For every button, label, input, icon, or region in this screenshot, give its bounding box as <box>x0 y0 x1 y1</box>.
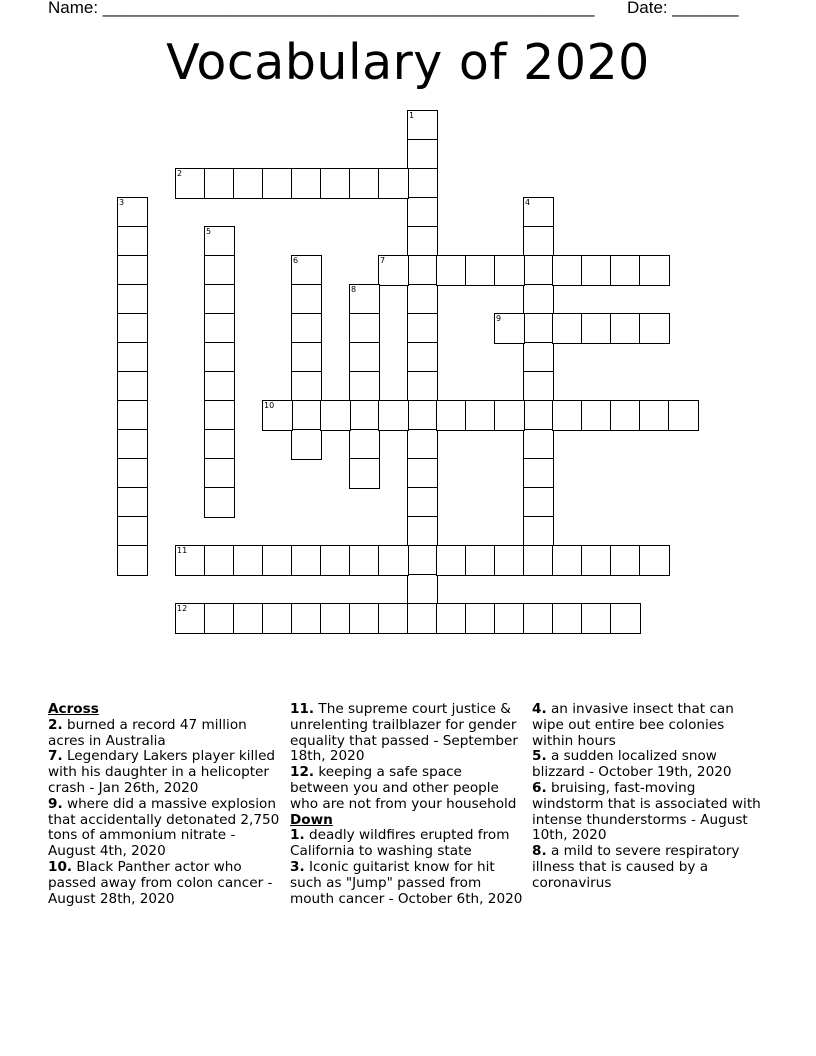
grid-cell[interactable] <box>407 603 438 634</box>
grid-cell[interactable] <box>436 400 467 431</box>
grid-cell[interactable] <box>291 603 322 634</box>
grid-cell[interactable] <box>204 284 235 315</box>
grid-cell[interactable] <box>523 487 554 518</box>
grid-cell[interactable] <box>291 371 322 402</box>
clue-number-label: 1 <box>409 111 415 120</box>
grid-cell[interactable] <box>523 342 554 373</box>
grid-cell[interactable] <box>378 255 409 286</box>
clue-text: burned a record 47 million acres in Australia <box>48 716 247 749</box>
grid-cell[interactable] <box>349 458 380 489</box>
clue-column-3 <box>532 702 764 892</box>
grid-cell[interactable] <box>204 603 235 634</box>
grid-cell[interactable] <box>291 429 322 460</box>
grid-cell[interactable] <box>117 284 148 315</box>
clue-number: 5. <box>532 748 547 765</box>
grid-cell[interactable] <box>610 313 641 344</box>
clue-text: a mild to severe respiratory illness that is caused by a coronavirus <box>532 843 740 891</box>
grid-cell[interactable] <box>407 197 438 228</box>
grid-cell[interactable] <box>204 342 235 373</box>
clue-column-1 <box>48 702 286 907</box>
clue-down-1 <box>290 828 524 860</box>
grid-cell[interactable] <box>117 400 148 431</box>
grid-cell[interactable] <box>436 255 467 286</box>
grid-cell[interactable] <box>465 255 496 286</box>
clue-number-label: 10 <box>264 401 275 410</box>
grid-cell[interactable] <box>668 400 699 431</box>
grid-cell[interactable] <box>378 400 409 431</box>
clue-down-5 <box>532 749 764 781</box>
grid-cell[interactable] <box>494 545 525 576</box>
grid-cell[interactable] <box>552 545 583 576</box>
grid-cell[interactable] <box>407 342 438 373</box>
grid-cell[interactable] <box>378 168 409 199</box>
grid-cell[interactable] <box>204 545 235 576</box>
grid-cell[interactable] <box>378 603 409 634</box>
grid-cell[interactable] <box>407 313 438 344</box>
grid-cell[interactable] <box>291 400 322 431</box>
clue-number-label: 11 <box>177 546 188 555</box>
grid-cell[interactable] <box>581 603 612 634</box>
name-label: Name: <box>48 0 103 17</box>
clue-number-label: 8 <box>351 285 357 294</box>
clue-number-label: 5 <box>206 227 212 236</box>
grid-cell[interactable] <box>378 545 409 576</box>
grid-cell[interactable] <box>639 545 670 576</box>
grid-cell[interactable] <box>610 255 641 286</box>
grid-cell[interactable] <box>523 371 554 402</box>
grid-cell[interactable] <box>639 400 670 431</box>
grid-cell[interactable] <box>204 458 235 489</box>
clue-number: 4. <box>532 701 547 717</box>
clue-text: deadly wildfires erupted from California to washing state <box>290 827 510 860</box>
clue-across-7 <box>48 749 286 796</box>
clue-number: 8. <box>532 843 547 860</box>
grid-cell[interactable] <box>407 255 438 286</box>
grid-cell[interactable] <box>552 255 583 286</box>
grid-cell[interactable] <box>117 487 148 518</box>
grid-cell[interactable] <box>581 255 612 286</box>
grid-cell[interactable] <box>407 429 438 460</box>
clue-down-6 <box>532 781 764 844</box>
grid-cell[interactable] <box>465 603 496 634</box>
grid-cell[interactable] <box>117 545 148 576</box>
date-label: Date: <box>627 0 673 17</box>
grid-cell[interactable] <box>523 545 554 576</box>
grid-cell[interactable] <box>175 545 206 576</box>
grid-cell[interactable] <box>117 516 148 547</box>
clue-number: 3. <box>290 858 305 875</box>
grid-cell[interactable] <box>494 313 525 344</box>
grid-cell[interactable] <box>552 603 583 634</box>
grid-cell[interactable] <box>523 516 554 547</box>
grid-cell[interactable] <box>175 603 206 634</box>
grid-cell[interactable] <box>349 429 380 460</box>
grid-cell[interactable] <box>349 313 380 344</box>
grid-cell[interactable] <box>233 545 264 576</box>
clue-number: 12. <box>290 764 315 781</box>
clue-down-4 <box>532 702 764 749</box>
grid-cell[interactable] <box>204 313 235 344</box>
grid-cell[interactable] <box>465 545 496 576</box>
grid-cell[interactable] <box>581 545 612 576</box>
clue-number: 6. <box>532 779 547 796</box>
grid-cell[interactable] <box>291 168 322 199</box>
grid-cell[interactable] <box>349 284 380 315</box>
grid-cell[interactable] <box>407 516 438 547</box>
grid-cell[interactable] <box>117 342 148 373</box>
clue-number-label: 3 <box>119 198 125 207</box>
grid-cell[interactable] <box>523 400 554 431</box>
clue-text: bruising, fast-moving windstorm that is associated with intense thunderstorms - August 10th, 2020 <box>532 779 761 844</box>
clue-number-label: 2 <box>177 169 183 178</box>
grid-cell[interactable] <box>262 400 293 431</box>
grid-cell[interactable] <box>610 400 641 431</box>
grid-cell[interactable] <box>407 487 438 518</box>
grid-cell[interactable] <box>117 226 148 257</box>
date-blank[interactable]: _______ <box>672 0 739 17</box>
clue-down-3 <box>290 860 524 907</box>
grid-cell[interactable] <box>523 255 554 286</box>
grid-cell[interactable] <box>407 458 438 489</box>
grid-cell[interactable] <box>610 545 641 576</box>
grid-cell[interactable] <box>291 255 322 286</box>
clue-down-8 <box>532 844 764 891</box>
grid-cell[interactable] <box>175 168 206 199</box>
grid-cell[interactable] <box>523 197 554 228</box>
grid-cell[interactable] <box>407 371 438 402</box>
grid-cell[interactable] <box>233 168 264 199</box>
grid-cell[interactable] <box>204 371 235 402</box>
grid-cell[interactable] <box>291 284 322 315</box>
grid-cell[interactable] <box>320 545 351 576</box>
grid-cell[interactable] <box>117 458 148 489</box>
grid-cell[interactable] <box>581 313 612 344</box>
grid-cell[interactable] <box>117 197 148 228</box>
grid-cell[interactable] <box>407 139 438 170</box>
grid-cell[interactable] <box>407 226 438 257</box>
grid-cell[interactable] <box>407 284 438 315</box>
grid-cell[interactable] <box>117 371 148 402</box>
clue-number-label: 7 <box>380 256 386 265</box>
clue-number: 1. <box>290 827 305 844</box>
clue-across-12 <box>290 765 524 812</box>
grid-cell[interactable] <box>204 255 235 286</box>
grid-cell[interactable] <box>349 168 380 199</box>
clue-across-9 <box>48 797 286 860</box>
grid-cell[interactable] <box>407 574 438 605</box>
clue-text: Iconic guitarist know for hit such as "Jump" passed from mouth cancer - October 6th, 2020 <box>290 858 523 907</box>
grid-cell[interactable] <box>349 400 380 431</box>
grid-cell[interactable] <box>349 545 380 576</box>
grid-cell[interactable] <box>494 255 525 286</box>
down-heading: Down <box>290 811 333 828</box>
grid-cell[interactable] <box>291 313 322 344</box>
clue-number: 11. <box>290 701 315 717</box>
page-title: Vocabulary of 2020 <box>166 34 650 91</box>
grid-cell[interactable] <box>262 603 293 634</box>
clue-number: 2. <box>48 716 63 733</box>
grid-cell[interactable] <box>436 545 467 576</box>
grid-cell[interactable] <box>204 429 235 460</box>
clue-text: The supreme court justice & unrelenting trailblazer for gender equality that passed - September 18th, 2020 <box>290 701 518 765</box>
clue-across-2 <box>48 718 286 750</box>
grid-cell[interactable] <box>407 110 438 141</box>
grid-cell[interactable] <box>581 400 612 431</box>
clue-across-11 <box>290 702 524 765</box>
grid-cell[interactable] <box>291 342 322 373</box>
grid-cell[interactable] <box>262 545 293 576</box>
clue-text: keeping a safe space between you and other people who are not from your household <box>290 764 517 812</box>
grid-cell[interactable] <box>610 603 641 634</box>
grid-cell[interactable] <box>407 545 438 576</box>
grid-cell[interactable] <box>407 168 438 199</box>
clue-number-label: 4 <box>525 198 531 207</box>
clue-text: Black Panther actor who passed away from colon cancer - August 28th, 2020 <box>48 858 273 907</box>
grid-cell[interactable] <box>233 603 264 634</box>
clue-number-label: 6 <box>293 256 299 265</box>
grid-cell[interactable] <box>494 603 525 634</box>
grid-cell[interactable] <box>494 400 525 431</box>
clue-number-label: 9 <box>496 314 502 323</box>
grid-cell[interactable] <box>204 226 235 257</box>
grid-cell[interactable] <box>117 255 148 286</box>
clue-column-2 <box>290 702 524 907</box>
grid-cell[interactable] <box>407 400 438 431</box>
clue-text: where did a massive explosion that accidentally detonated 2,750 tons of ammonium nitrate - August 4th, 2020 <box>48 795 280 860</box>
grid-cell[interactable] <box>523 226 554 257</box>
clue-text: a sudden localized snow blizzard - October 19th, 2020 <box>532 748 732 781</box>
clue-text: Legendary Lakers player killed with his daughter in a helicopter crash - Jan 26th, 2020 <box>48 748 276 796</box>
grid-cell[interactable] <box>552 400 583 431</box>
grid-cell[interactable] <box>523 313 554 344</box>
clue-number: 10. <box>48 858 73 875</box>
grid-cell[interactable] <box>320 168 351 199</box>
grid-cell[interactable] <box>349 371 380 402</box>
clue-text: an invasive insect that can wipe out entire bee colonies within hours <box>532 701 734 749</box>
grid-cell[interactable] <box>320 400 351 431</box>
grid-cell[interactable] <box>204 487 235 518</box>
grid-cell[interactable] <box>465 400 496 431</box>
grid-cell[interactable] <box>552 313 583 344</box>
grid-cell[interactable] <box>523 284 554 315</box>
grid-cell[interactable] <box>349 342 380 373</box>
grid-cell[interactable] <box>639 313 670 344</box>
grid-cell[interactable] <box>436 603 467 634</box>
grid-cell[interactable] <box>523 429 554 460</box>
grid-cell[interactable] <box>639 255 670 286</box>
grid-cell[interactable] <box>204 400 235 431</box>
grid-cell[interactable] <box>117 313 148 344</box>
clue-number: 9. <box>48 795 63 812</box>
across-heading: Across <box>48 701 99 717</box>
grid-cell[interactable] <box>291 545 322 576</box>
name-blank[interactable]: ____________________________________________________ <box>102 0 595 17</box>
grid-cell[interactable] <box>117 429 148 460</box>
grid-cell[interactable] <box>204 168 235 199</box>
grid-cell[interactable] <box>523 458 554 489</box>
grid-cell[interactable] <box>349 603 380 634</box>
clue-across-10 <box>48 860 286 907</box>
grid-cell[interactable] <box>262 168 293 199</box>
grid-cell[interactable] <box>320 603 351 634</box>
clue-number: 7. <box>48 748 63 765</box>
grid-cell[interactable] <box>523 603 554 634</box>
clue-number-label: 12 <box>177 604 188 613</box>
